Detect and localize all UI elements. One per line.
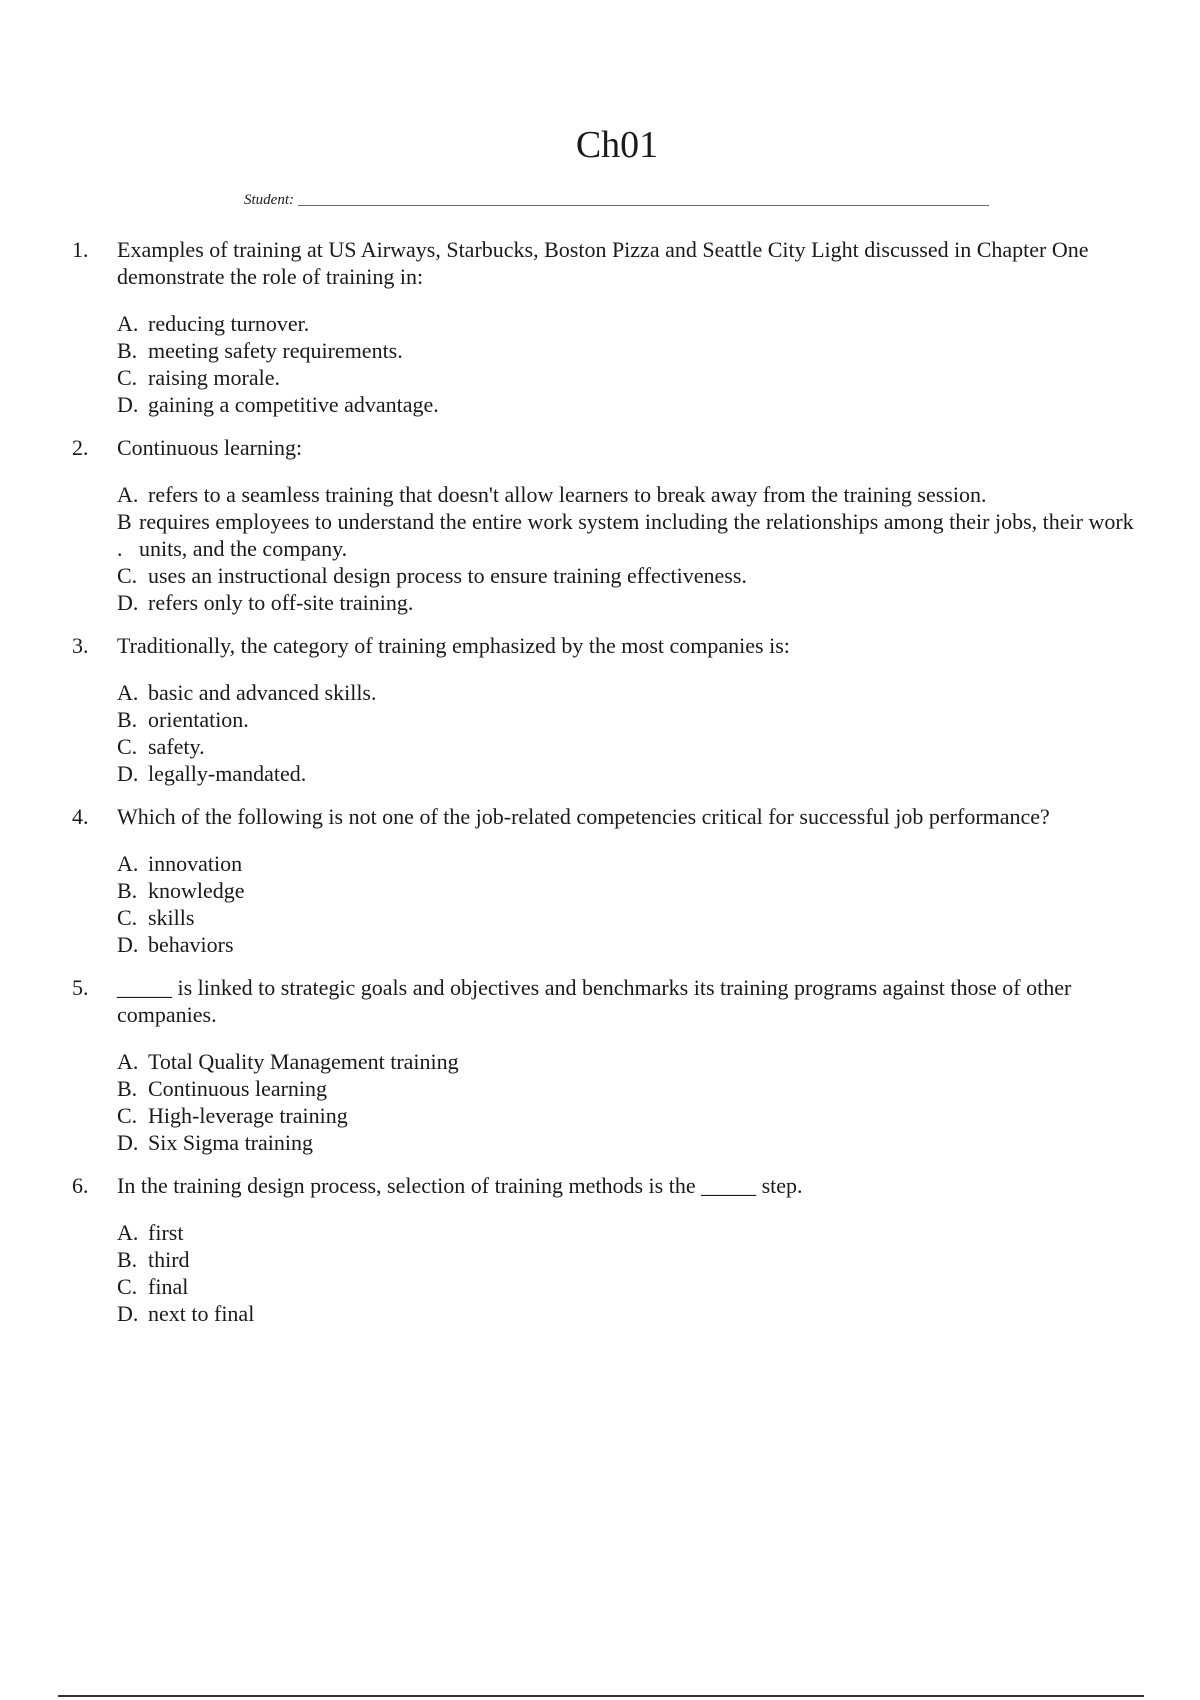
option-text: refers only to off-site training. [148,590,414,615]
option-letter: D. [117,590,139,615]
option-letter: A. [117,680,139,705]
option-letter: C. [117,563,138,588]
option-a [117,850,1152,877]
option-text: skills [148,905,195,930]
option-c [117,1273,1152,1300]
option-text: first [148,1220,184,1245]
question-number: 1. [72,237,89,262]
option-d [117,1300,1152,1327]
question-number: 5. [72,975,89,1000]
option-text: uses an instructional design process to ensure training effectiveness. [148,563,747,588]
option-list [117,1219,1152,1327]
option-d [117,391,1152,418]
option-text: final [148,1274,189,1299]
option-a [117,310,1152,337]
question-stem: In the training design process, selection of training methods is the _____ step. [117,1173,803,1198]
option-text: knowledge [148,878,245,903]
option-letter: B. [117,707,138,732]
option-letter: A. [117,1220,139,1245]
question-stem: Traditionally, the category of training emphasized by the most companies is: [117,633,790,658]
option-letter: D. [117,1301,139,1326]
option-letter: C. [117,905,138,930]
option-text: safety. [148,734,205,759]
question-2 [72,434,1152,616]
question-4 [72,803,1152,958]
option-list [117,1048,1152,1156]
option-b [117,337,1152,364]
option-text: gaining a competitive advantage. [148,392,439,417]
option-text: raising morale. [148,365,280,390]
question-stem: Examples of training at US Airways, Starbucks, Boston Pizza and Seattle City Light discussed in Chapter One demonstrate the role of training in: [117,237,1089,289]
option-letter: A. [117,851,139,876]
option-list [117,850,1152,958]
student-name-line[interactable] [298,192,989,206]
question-stem: _____ is linked to strategic goals and objectives and benchmarks its training programs against those of other companies. [117,975,1072,1027]
option-letter: C. [117,365,138,390]
option-d [117,931,1152,958]
option-a [117,679,1152,706]
question-stem: Which of the following is not one of the job-related competencies critical for successful job performance? [117,804,1050,829]
option-d [117,760,1152,787]
option-text: reducing turnover. [148,311,310,336]
question-list [72,236,1152,1343]
option-text: High-leverage training [148,1103,348,1128]
option-text: meeting safety requirements. [148,338,403,363]
option-letter: C. [117,734,138,759]
option-letter: D. [117,932,139,957]
option-a [117,1048,1152,1075]
option-d [117,1129,1152,1156]
option-letter: B . [117,509,132,561]
option-d [117,589,1152,616]
option-letter: B. [117,878,138,903]
option-text: Total Quality Management training [148,1049,459,1074]
option-b [117,508,1152,562]
footer-rule [58,1695,1144,1697]
option-letter: D. [117,1130,139,1155]
page-title: Ch01 [575,124,659,166]
option-text: next to final [148,1301,255,1326]
option-letter: B. [117,1076,138,1101]
option-letter: B. [117,338,138,363]
option-text: refers to a seamless training that doesn't allow learners to break away from the training session. [148,482,987,507]
option-text: orientation. [148,707,249,732]
option-c [117,733,1152,760]
option-letter: A. [117,1049,139,1074]
option-c [117,1102,1152,1129]
question-6 [72,1172,1152,1327]
option-b [117,1246,1152,1273]
option-b [117,706,1152,733]
student-field [244,192,989,209]
option-letter: B. [117,1247,138,1272]
option-list [117,310,1152,418]
option-c [117,904,1152,931]
option-list [117,679,1152,787]
question-5 [72,974,1152,1156]
option-letter: C. [117,1103,138,1128]
option-letter: C. [117,1274,138,1299]
question-number: 3. [72,633,89,658]
option-text: innovation [148,851,243,876]
option-c [117,562,1152,589]
option-letter: D. [117,761,139,786]
option-list [117,481,1152,616]
option-a [117,481,1152,508]
question-stem: Continuous learning: [117,435,303,460]
option-text: legally-mandated. [148,761,307,786]
option-b [117,1075,1152,1102]
question-number: 6. [72,1173,89,1198]
option-text: basic and advanced skills. [148,680,377,705]
option-text: Continuous learning [148,1076,328,1101]
option-text: behaviors [148,932,234,957]
question-number: 2. [72,435,89,460]
option-letter: D. [117,392,139,417]
option-text: requires employees to understand the entire work system including the relationships among their jobs, their work units, and the company. [139,509,1134,561]
question-1 [72,236,1152,418]
question-3 [72,632,1152,787]
option-letter: A. [117,311,139,336]
student-label: Student: [244,192,294,208]
option-letter: A. [117,482,139,507]
option-text: Six Sigma training [148,1130,313,1155]
option-b [117,877,1152,904]
option-a [117,1219,1152,1246]
question-number: 4. [72,804,89,829]
option-c [117,364,1152,391]
option-text: third [148,1247,190,1272]
